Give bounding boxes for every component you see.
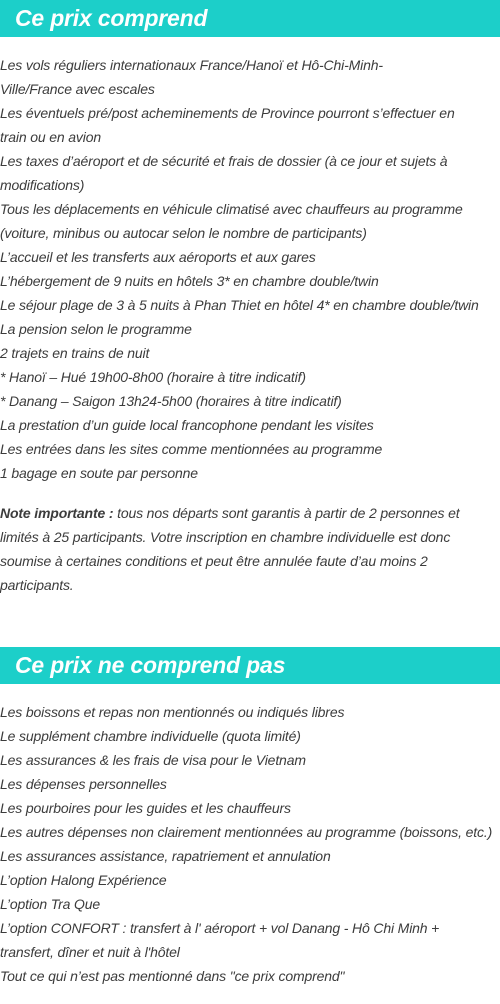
important-note-label: Note importante : [0, 505, 114, 521]
excluded-item-line: L’option CONFORT : transfert à l' aéroport + vol Danang - Hô Chi Minh + [0, 920, 440, 936]
included-item-line: train ou en avion [0, 129, 101, 145]
included-item-line: * Danang – Saigon 13h24-5h00 (horaires à titre indicatif) [0, 393, 342, 409]
included-section-header [0, 0, 500, 37]
important-note-line: participants. [0, 577, 74, 593]
excluded-item-line: L’option Halong Expérience [0, 872, 167, 888]
excluded-section-title: Ce prix ne comprend pas [15, 652, 286, 678]
included-item-line: Les éventuels pré/post acheminements de Province pourront s’effectuer en [0, 105, 455, 121]
excluded-item-line: Les assurances & les frais de visa pour le Vietnam [0, 752, 306, 768]
included-item-line: Tous les déplacements en véhicule climatisé avec chauffeurs au programme [0, 201, 463, 217]
included-item-line: La prestation d’un guide local francophone pendant les visites [0, 417, 374, 433]
excluded-item-line: Les assurances assistance, rapatriement et annulation [0, 848, 331, 864]
included-item-line: 2 trajets en trains de nuit [0, 345, 150, 361]
excluded-section-header [0, 647, 500, 684]
important-note-text: tous nos départs sont garantis à partir de 2 personnes et [113, 505, 460, 521]
excluded-items-list [0, 700, 500, 988]
important-note-line: limités à 25 participants. Votre inscription en chambre individuelle est donc [0, 529, 451, 545]
excluded-item-line: L’option Tra Que [0, 896, 101, 912]
included-items-list [0, 53, 500, 485]
included-item-line: Ville/France avec escales [0, 81, 155, 97]
included-item-line: Les vols réguliers internationaux France/Hanoï et Hô-Chi-Minh- [0, 57, 383, 73]
excluded-item-line: Les autres dépenses non clairement mentionnées au programme (boissons, etc.) [0, 824, 493, 840]
excluded-item-line: Le supplément chambre individuelle (quota limité) [0, 728, 301, 744]
included-item-line: modifications) [0, 177, 85, 193]
included-item-line: L’hébergement de 9 nuits en hôtels 3* en chambre double/twin [0, 273, 379, 289]
important-note-line [0, 501, 500, 525]
excluded-item-line: transfert, dîner et nuit à l'hôtel [0, 944, 180, 960]
excluded-item-line: Tout ce qui n’est pas mentionné dans "ce prix comprend" [0, 968, 345, 984]
included-item-line: 1 bagage en soute par personne [0, 465, 198, 481]
included-section-title: Ce prix comprend [15, 5, 208, 31]
included-item-line: Les entrées dans les sites comme mentionnées au programme [0, 441, 383, 457]
important-note [0, 501, 500, 597]
included-item-line: Les taxes d’aéroport et de sécurité et frais de dossier (à ce jour et sujets à [0, 153, 448, 169]
excluded-item-line: Les boissons et repas non mentionnés ou indiqués libres [0, 704, 345, 720]
included-item-line: * Hanoï – Hué 19h00-8h00 (horaire à titre indicatif) [0, 369, 306, 385]
included-item-line: Le séjour plage de 3 à 5 nuits à Phan Thiet en hôtel 4* en chambre double/twin [0, 297, 479, 313]
excluded-item-line: Les pourboires pour les guides et les chauffeurs [0, 800, 291, 816]
included-item-line: La pension selon le programme [0, 321, 192, 337]
excluded-item-line: Les dépenses personnelles [0, 776, 167, 792]
included-item-line: L’accueil et les transferts aux aéroports et aux gares [0, 249, 316, 265]
included-item-line: (voiture, minibus ou autocar selon le nombre de participants) [0, 225, 367, 241]
important-note-line: soumise à certaines conditions et peut être annulée faute d’au moins 2 [0, 553, 428, 569]
